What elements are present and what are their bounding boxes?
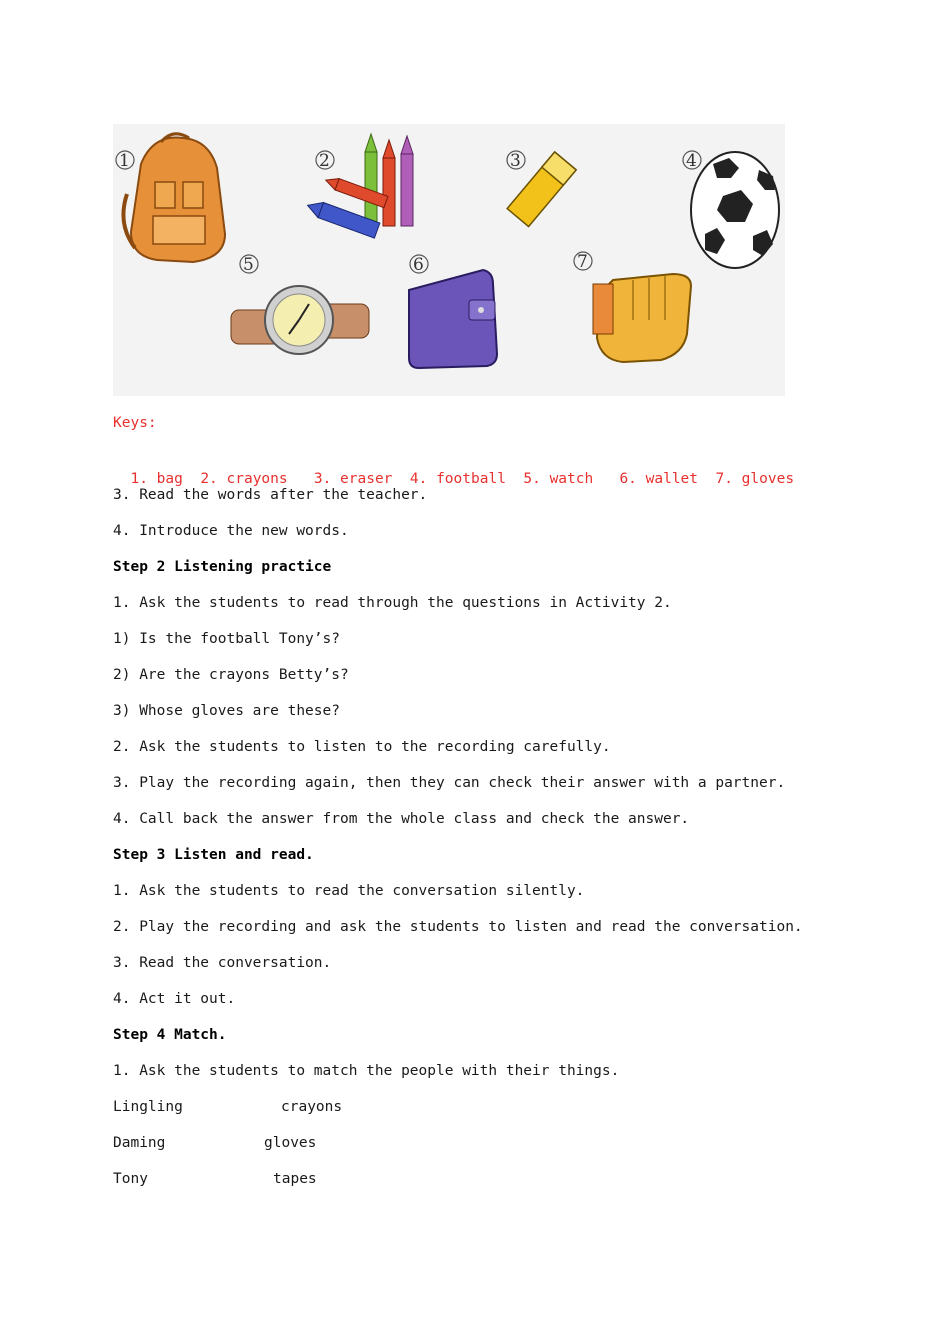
football-picture [691, 152, 779, 268]
text-line: 1. Ask the students to read the conversation silently. [113, 883, 585, 899]
key-football: 4. football [409, 471, 506, 487]
number-2: 2 [319, 151, 330, 171]
vocabulary-picture [113, 124, 785, 396]
number-3: 3 [510, 151, 521, 171]
text-line: 3. Play the recording again, then they can check their answer with a partner. [113, 775, 786, 791]
bag-picture [123, 134, 225, 262]
match-thing: tapes [273, 1171, 317, 1187]
number-1: 1 [119, 151, 130, 171]
keys-label: Keys: [113, 415, 157, 431]
watch-picture [231, 286, 369, 354]
number-4: 4 [686, 151, 697, 171]
step-heading: Step 4 Match. [113, 1027, 227, 1043]
match-person: Lingling [113, 1099, 183, 1115]
number-6: 6 [413, 255, 424, 275]
key-gloves: 7. gloves [715, 471, 795, 487]
match-thing: gloves [264, 1135, 317, 1151]
key-eraser: 3. eraser [313, 471, 393, 487]
match-person: Tony [113, 1171, 148, 1187]
keys-list [113, 449, 794, 489]
match-person: Daming [113, 1135, 166, 1151]
crayons-picture [305, 134, 413, 238]
question-line: 3) Whose gloves are these? [113, 703, 340, 719]
text-line: 3. Read the conversation. [113, 955, 332, 971]
match-thing: crayons [281, 1099, 343, 1115]
question-line: 1) Is the football Tony’s? [113, 631, 340, 647]
gloves-picture [593, 274, 691, 362]
key-crayons: 2. crayons [200, 471, 288, 487]
key-watch: 5. watch [523, 471, 594, 487]
number-5: 5 [243, 255, 254, 275]
text-line: 1. Ask the students to match the people with their things. [113, 1063, 620, 1079]
text-line: 4. Call back the answer from the whole class and check the answer. [113, 811, 690, 827]
number-7: 7 [577, 252, 588, 272]
text-line: 2. Play the recording and ask the students to listen and read the conversation. [113, 919, 803, 935]
step-heading: Step 2 Listening practice [113, 559, 332, 575]
text-line: 4. Introduce the new words. [113, 523, 349, 539]
text-line: 3. Read the words after the teacher. [113, 487, 428, 503]
text-line: 1. Ask the students to read through the questions in Activity 2. [113, 595, 672, 611]
text-line: 2. Ask the students to listen to the recording carefully. [113, 739, 611, 755]
text-line: 4. Act it out. [113, 991, 236, 1007]
key-wallet: 6. wallet [619, 471, 699, 487]
key-bag: 1. bag [130, 471, 183, 487]
step-heading: Step 3 Listen and read. [113, 847, 314, 863]
wallet-picture [409, 270, 497, 368]
question-line: 2) Are the crayons Betty’s? [113, 667, 349, 683]
